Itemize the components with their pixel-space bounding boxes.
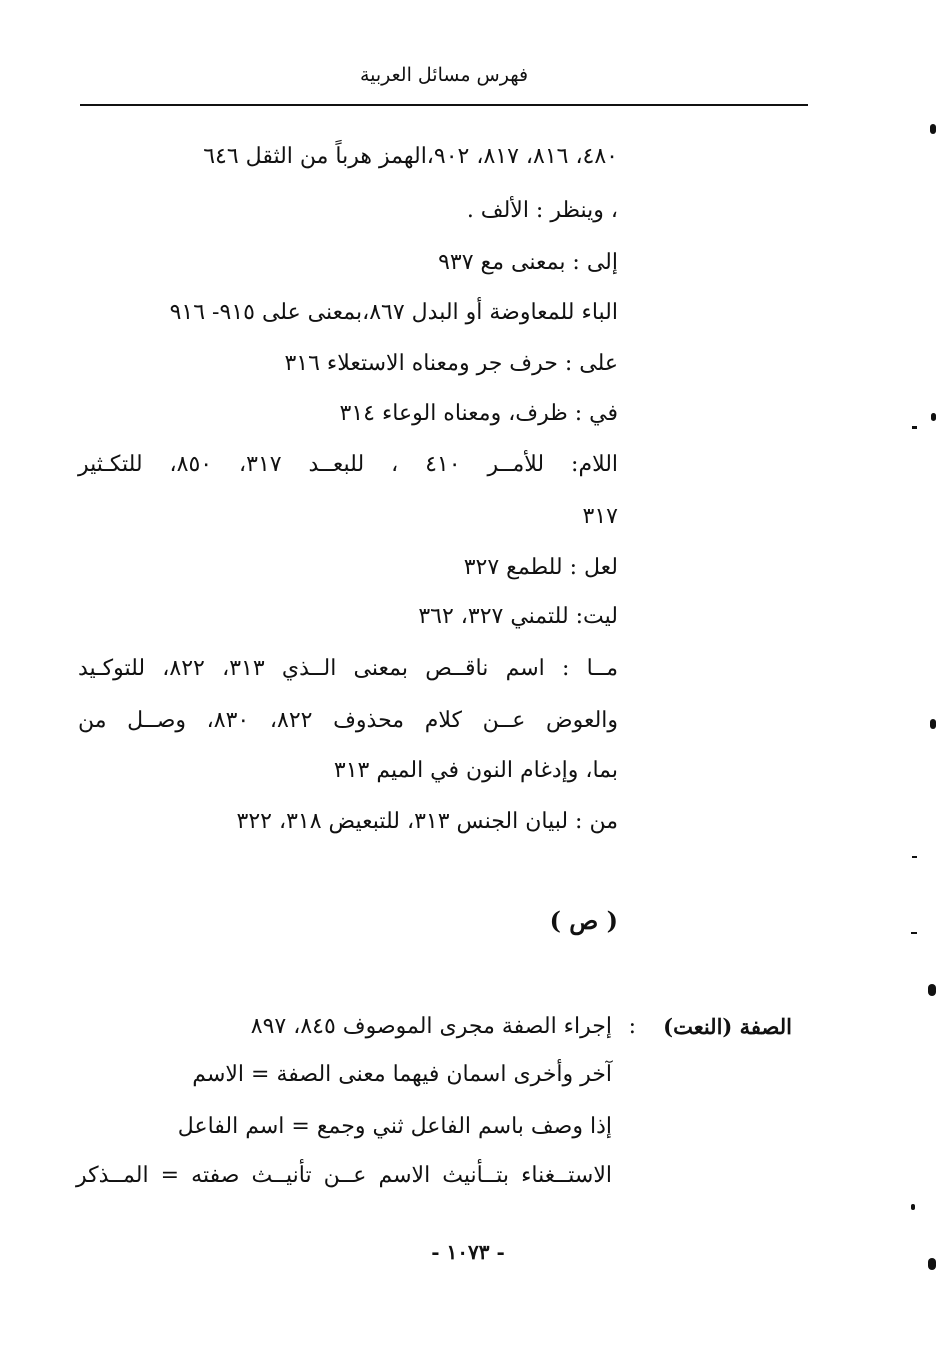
entry-line: لعل : للطمع ٣٢٧: [463, 555, 618, 580]
entry-line: اللام: للأمــر ٤١٠ ، للبعــد ٣١٧، ٨٥٠، للتكـثير: [78, 452, 619, 477]
scan-mark: [911, 1204, 915, 1210]
sub-entry-line: الاستــغناء بتــأنيث الاسم عــن تأنيــث صفته = المــذكر: [76, 1163, 612, 1188]
scan-mark: [912, 856, 917, 858]
header-rule: [80, 104, 808, 106]
scan-mark: [928, 1258, 936, 1270]
entry-line: الباء للمعاوضة أو البدل ٨٦٧،بمعنى على ٩١٥- ٩١٦: [169, 300, 618, 325]
page-number: - ١٠٧٣ -: [431, 1240, 505, 1264]
sub-entry-line: إذا وصف باسم الفاعل ثني وجمع = اسم الفاعل: [177, 1114, 612, 1139]
entry-line: إلى : بمعنى مع ٩٣٧: [438, 250, 618, 275]
entry-line: ٣١٧: [582, 504, 618, 529]
scan-mark: [930, 124, 936, 134]
scan-mark: [911, 932, 917, 934]
scan-mark: [912, 426, 917, 429]
entry-line: على : حرف جر ومعناه الاستعلاء ٣١٦: [284, 351, 618, 376]
running-header: [80, 58, 808, 108]
entry-line: في : ظرف، ومعناه الوعاء ٣١٤: [339, 401, 618, 426]
entry-line: والعوض عــن كلام محذوف ٨٢٢، ٨٣٠، وصــل من: [78, 708, 619, 733]
scan-mark: [930, 719, 936, 729]
sub-entry-line: آخر وأخرى اسمان فيهما معنى الصفة = الاسم: [192, 1062, 612, 1087]
header-title: فهرس مسائل العربية: [359, 64, 529, 86]
entry-line: ليت: للتمني ٣٢٧، ٣٦٢: [418, 604, 618, 629]
index-term: الصفة (النعت): [663, 1014, 792, 1039]
scan-mark: [931, 413, 936, 421]
entry-line: مــا : اسم ناقــص بمعنى الــذي ٣١٣، ٨٢٢، للتوكـيد: [78, 656, 619, 681]
entry-line: من : لبيان الجنس ٣١٣، للتبعيض ٣١٨، ٣٢٢: [236, 809, 618, 834]
scan-mark: [928, 984, 936, 996]
entry-line: ٤٨٠، ٨١٦، ٨١٧، ٩٠٢،الهمز هرباً من الثقل ٦٤٦: [203, 144, 618, 169]
entry-line: بما، وإدغام النون في الميم ٣١٣: [333, 758, 618, 783]
entry-line: ، وينظر : الألف .: [466, 198, 618, 223]
term-colon: :: [628, 1014, 636, 1039]
sub-entry-line: إجراء الصفة مجرى الموصوف ٨٤٥، ٨٩٧: [250, 1014, 612, 1039]
section-heading: ( ص ): [549, 906, 618, 935]
